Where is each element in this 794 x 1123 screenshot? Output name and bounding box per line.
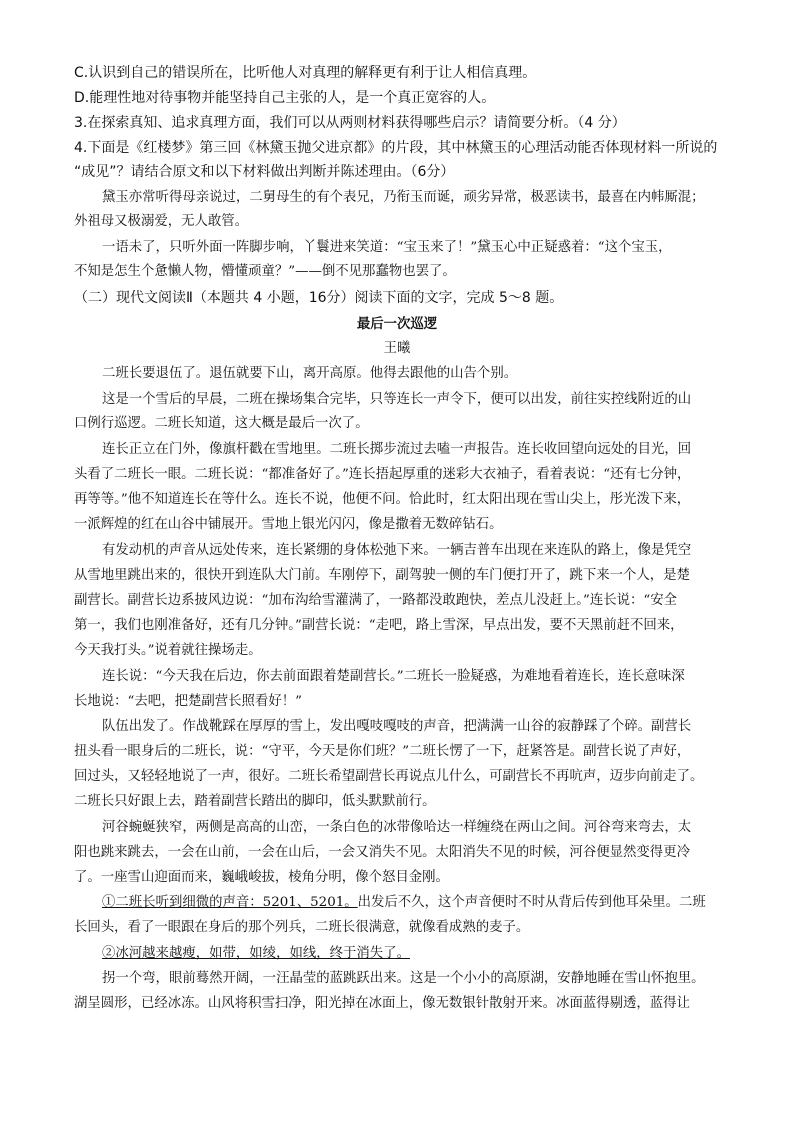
story-line-marked-1 — [102, 894, 706, 912]
story-line: 阳也跳来跳去，一会在山前，一会在山后，一会又消失不见。太阳消失不见的时候，河谷便显然变得更冷 — [74, 845, 690, 860]
story-line: 了。一座雪山迎面而来，巍峨峻拔，棱角分明，像个怒目金刚。 — [74, 870, 449, 885]
section-header: （二）现代文阅读Ⅱ（本题共 4 小题，16分）阅读下面的文字，完成 5～8 题。 — [74, 290, 564, 306]
story-line: 今天我打头。”说着就往操场走。 — [74, 643, 262, 658]
story-line: 扭头看一眼身后的二班长，说：“守平，今天是你们班？”二班长愣了一下，赶紧答是。副营长说了声好， — [74, 744, 691, 759]
story-line: 一派辉煌的红在山谷中铺展开。雪地上银光闪闪，像是撒着无数碎钻石。 — [74, 517, 503, 532]
excerpt-paragraph-2: 一语未了，只听外面一阵脚步响，丫鬟进来笑道：“宝玉来了！”黛玉心中正疑惑着：“这个宝玉， — [102, 240, 672, 255]
underlined-sentence-1: ①二班长听到细微的声音：5201、5201。 — [102, 895, 358, 910]
option-c: C.认识到自己的错误所在，比听他人对真理的解释更有利于让人相信真理。 — [74, 65, 537, 81]
story-line-rest: 出发后不久，这个声音便时不时从背后传到他耳朵里。二班 — [357, 895, 706, 910]
story-line: 这是一个雪后的早晨，二班在操场集合完毕，只等连长一声令下，便可以出发，前往实控线附近的山 — [102, 392, 692, 407]
story-line: 头看了二班长一眼。二班长说：“都准备好了。”连长捂起厚重的迷彩大衣袖子，看着表说：“还有七分钟， — [74, 467, 691, 482]
story-line: 队伍出发了。作战靴踩在厚厚的雪上，发出嘎吱嘎吱的声音，把满满一山谷的寂静踩了个碎。副营长 — [102, 719, 692, 734]
story-line: 湖呈圆形，已经冰冻。山风将积雪扫净，阳光掉在冰面上，像无数银针散射开来。冰面蓝得剔透，蓝得让 — [74, 996, 690, 1011]
question-3: 3.在探索真知、追求真理方面，我们可以从两则材料获得哪些启示？请简要分析。（4 分） — [74, 115, 626, 131]
excerpt-paragraph-2-cont: 不知是怎生个惫懒人物，懵懂顽童？”——倒不见那蠢物也罢了。 — [74, 264, 456, 279]
underlined-sentence-2: ②冰河越来越瘦，如带，如绫，如线，终于消失了。 — [102, 946, 410, 961]
option-d: D.能理性地对待事物并能坚持自己主张的人，是一个真正宽容的人。 — [74, 90, 496, 106]
story-line: 口例行巡逻。二班长知道，这大概是最后一次了。 — [74, 416, 369, 431]
story-line-marked-2 — [102, 945, 410, 963]
story-line: 从雪地里跳出来的，很快开到连队大门前。车刚停下，副驾驶一侧的车门便打开了，跳下来一个人，是楚 — [74, 568, 690, 583]
story-line: 第一，我们也刚准备好，还有几分钟。”副营长说：“走吧，路上雪深，早点出发，要不天黑前赶不回来， — [74, 618, 684, 633]
story-line: 再等等。”他不知道连长在等什么。连长不说，他便不问。恰此时，红太阳出现在雪山尖上，彤光泼下来， — [74, 492, 691, 507]
story-line: 连长说：“今天我在后边，你去前面跟着楚副营长。”二班长一脸疑惑，为难地看着连长，连长意味深 — [102, 669, 685, 684]
story-line: 连长正立在门外，像旗杆戳在雪地里。二班长掷步流过去嗑一声报告。连长收回望向远处的目光，回 — [102, 442, 692, 457]
story-line: 河谷蜿蜒狭窄，两侧是高高的山峦，一条白色的冰带像哈达一样缠绕在两山之间。河谷弯来弯去，太 — [102, 820, 692, 835]
story-line: 长回头，看了一眼跟在身后的那个列兵，二班长很满意，就像看成熟的麦子。 — [74, 920, 530, 935]
story-line: 拐一个弯，眼前蓦然开阔，一汪晶莹的蓝跳跃出来。这是一个小小的高原湖，安静地睡在雪山怀抱里。 — [102, 971, 705, 986]
story-line: 长地说：“去吧，把楚副营长照看好！” — [74, 694, 302, 709]
story-line: 有发动机的声音从远处传来，连长紧绷的身体松弛下来。一辆吉普车出现在来连队的路上，像是凭空 — [102, 543, 692, 558]
story-author: 王曦 — [383, 341, 411, 356]
excerpt-paragraph-1: 黛玉亦常听得母亲说过，二舅母生的有个表兄，乃衔玉而诞，顽劣异常，极恶读书，最喜在内帏厮混； — [102, 190, 705, 205]
excerpt-paragraph-1-cont: 外祖母又极溺爱，无人敢管。 — [74, 214, 249, 229]
story-line: 回过头，又轻轻地说了一声，很好。二班长希望副营长再说点儿什么，可副营长不再吭声，迈步向前走了。 — [74, 769, 704, 784]
question-4-line1: 4.下面是《红楼梦》第三回《林黛玉抛父进京都》的片段，其中林黛玉的心理活动能否体现材料一所说的 — [74, 140, 718, 156]
story-line: 二班长只好跟上去，踏着副营长踏出的脚印，低头默默前行。 — [74, 794, 436, 809]
question-4-line2: “成见”？请结合原文和以下材料做出判断并陈述理由。（6分） — [74, 164, 455, 180]
story-line: 二班长要退伍了。退伍就要下山，离开高原。他得去跟他的山告个别。 — [102, 366, 518, 381]
story-line: 副营长。副营长边系披风边说：“加布沟给雪灌满了，一路都没敢跑快，差点儿没赶上。”连长说：“安全 — [74, 593, 678, 608]
story-title: 最后一次巡逻 — [356, 316, 438, 332]
